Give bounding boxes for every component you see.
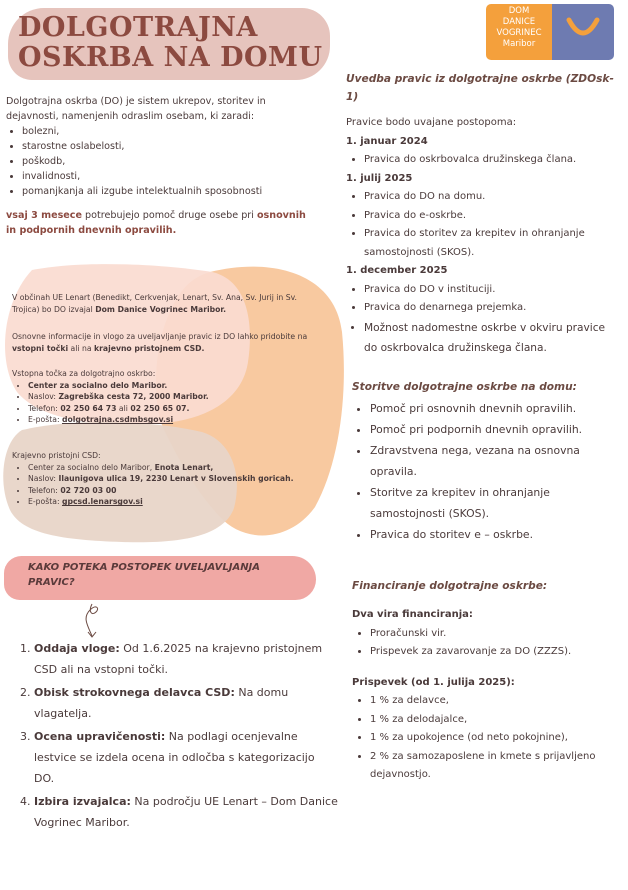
- title-line-2: OSKRBA NA DOMU: [18, 42, 323, 73]
- sources-list: [352, 625, 614, 662]
- step-item: [34, 791, 338, 833]
- list-item: • Pravica do oskrbovalca družinskega člana.: [364, 151, 616, 170]
- csd-tel: 02 720 03 00: [60, 485, 117, 495]
- list-item: • Pravica do storitev za krepitev in ohranjanje samostojnosti (SKOS).: [364, 225, 616, 262]
- logo-line-2: DANICE: [502, 17, 536, 27]
- list-item: [28, 391, 312, 403]
- intro-text: Dolgotrajna oskrba (DO) je sistem ukrepov, storitev in dejavnosti, namenjenih odraslim osebam, ki zaradi:: [6, 96, 266, 122]
- entry-addr-label: Naslov:: [28, 392, 59, 402]
- list-item: • Pomoč pri osnovnih dnevnih opravilih.: [370, 398, 612, 419]
- csd-tel-label: Telefon:: [28, 485, 61, 495]
- date-1-list: [346, 151, 616, 170]
- list-item: • Pravica do e-oskrbe.: [364, 207, 616, 226]
- step-item: [34, 638, 338, 680]
- step-1-text: Od 1.6.2025 na krajevno pristojnem CSD ali na vstopni točki.: [34, 642, 323, 676]
- need-bold-1: vsaj 3 mesece: [6, 210, 82, 221]
- step-item: [34, 682, 338, 724]
- rights-heading: Uvedba pravic iz dolgotrajne oskrbe (ZDOsk-1): [346, 73, 614, 103]
- logo-line-4: Maribor: [502, 39, 536, 49]
- logo-line-1: DOM: [508, 6, 530, 16]
- date-1: 1. januar 2024: [346, 135, 428, 147]
- date-2: 1. julij 2025: [346, 172, 413, 184]
- list-item: • invalidnosti,: [22, 169, 306, 184]
- step-item: [34, 726, 338, 789]
- list-item: • bolezni,: [22, 124, 306, 139]
- info-basic: [12, 331, 312, 354]
- entry-title: Vstopna točka za dolgotrajno oskrbo:: [12, 369, 156, 378]
- need-bold-2: osnovnih in podpornih dnevnih opravilih.: [6, 210, 306, 236]
- steps-list: [18, 638, 338, 833]
- list-item: • 2 % za samozaposlene in kmete s prijavljeno dejavnostjo.: [370, 748, 614, 785]
- funding-section: [352, 606, 614, 785]
- csd-name-b: Enota Lenart,: [154, 462, 214, 472]
- list-item: • Pravica do DO v instituciji.: [364, 281, 616, 300]
- sources-title: Dva vira financiranja:: [352, 609, 473, 620]
- list-item: • Pomoč pri podpornih dnevnih opravilih.: [370, 419, 612, 440]
- list-item: [28, 403, 312, 415]
- info-p1: V občinah UE Lenart (Benedikt, Cerkvenjak, Lenart, Sv. Ana, Sv. Jurij in Sv. Trojica) bo DO izvajal: [12, 293, 298, 314]
- entry-tel-label: Telefon:: [28, 403, 61, 413]
- info-p2b: vstopni točki: [12, 343, 69, 353]
- list-item: • Pravica do storitev e – oskrbe.: [370, 524, 612, 545]
- rights-intro: Pravice bodo uvajane postopoma:: [346, 117, 517, 128]
- csd-info: [12, 450, 312, 508]
- list-item: • Storitve za krepitev in ohranjanje samostojnosti (SKOS).: [370, 482, 612, 524]
- list-item: • starostne oslabelosti,: [22, 139, 306, 154]
- list-item: [28, 380, 312, 392]
- csd-addr-label: Naslov:: [28, 474, 59, 484]
- csd-list: [12, 462, 312, 508]
- step-4-label: Izbira izvajalca:: [34, 795, 131, 808]
- entry-tel-2: 02 250 65 07.: [130, 403, 190, 413]
- list-item: • poškodb,: [22, 154, 306, 169]
- list-item: • Možnost nadomestne oskrbe v okviru pravice do oskrbovalca družinskega člana.: [364, 318, 616, 358]
- entry-mail-label: E-pošta:: [28, 415, 62, 425]
- arrow-icon: [78, 598, 106, 638]
- rights-section: [346, 114, 616, 358]
- logo-text: [486, 4, 552, 60]
- csd-mail-label: E-pošta:: [28, 497, 62, 507]
- date-3-list: [346, 281, 616, 358]
- step-1-label: Oddaja vloge:: [34, 642, 120, 655]
- list-item: • Zdravstvena nega, vezana na osnovna opravila.: [370, 440, 612, 482]
- step-3-text: Na podlagi ocenjevalne lestvice se izdela ocena in odločba s kategorizacijo DO.: [34, 730, 315, 785]
- info-municipalities: [12, 292, 312, 315]
- step-2-label: Obisk strokovnega delavca CSD:: [34, 686, 235, 699]
- list-item: [28, 462, 312, 474]
- services-list: [352, 398, 612, 545]
- list-item: • Prispevek za zavarovanje za DO (ZZZS).: [370, 643, 614, 662]
- contrib-list: [352, 692, 614, 785]
- logo-smile-icon: [552, 4, 614, 60]
- process-steps: [18, 638, 338, 835]
- list-item: • Pravica do denarnega prejemka.: [364, 299, 616, 318]
- logo-line-3: VOGRINEC: [496, 28, 542, 38]
- services-heading: Storitve dolgotrajne oskrbe na domu:: [352, 381, 577, 393]
- entry-tel-mid: ali: [116, 403, 131, 413]
- info-p2a: Osnovne informacije in vlogo za uveljavljanje pravic iz DO lahko pridobite na: [12, 332, 308, 341]
- need-text: [6, 208, 306, 238]
- list-item: [28, 473, 312, 485]
- entry-email-link[interactable]: dolgotrajna.csdmbsgov.si: [61, 415, 174, 425]
- csd-email-link[interactable]: gpcsd.lenarsgov.si: [61, 497, 143, 507]
- services-section: [352, 398, 612, 545]
- reasons-list: [6, 124, 306, 199]
- entry-point-info: [12, 368, 312, 426]
- list-item: [28, 496, 312, 508]
- title-line-1: DOLGOTRAJNA: [18, 12, 258, 43]
- need-text-1: potrebujejo pomoč druge osebe pri: [82, 210, 257, 221]
- csd-addr: Ilaunigova ulica 19, 2230 Lenart v Slovenskih goricah.: [58, 474, 294, 484]
- list-item: • 1 % za delodajalce,: [370, 711, 614, 730]
- funding-heading: Financiranje dolgotrajne oskrbe:: [352, 580, 548, 592]
- entry-tel-1: 02 250 64 73: [60, 403, 117, 413]
- date-2-list: [346, 188, 616, 262]
- entry-addr: Zagrebška cesta 72, 2000 Maribor.: [58, 392, 209, 402]
- entry-list: [12, 380, 312, 426]
- list-item: • 1 % za delavce,: [370, 692, 614, 711]
- date-3: 1. december 2025: [346, 265, 448, 276]
- list-item: • Proračunski vir.: [370, 625, 614, 644]
- step-4-text: Na področju UE Lenart – Dom Danice Vogrinec Maribor.: [34, 795, 338, 829]
- page-title: [18, 13, 338, 73]
- process-heading: KAKO POTEKA POSTOPEK UVELJAVLJANJA PRAVIC?: [28, 562, 261, 588]
- intro-section: [6, 94, 306, 199]
- step-2-text: Na domu vlagatelja.: [34, 686, 289, 720]
- list-item: [28, 414, 312, 426]
- csd-title: Krajevno pristojni CSD:: [12, 451, 101, 460]
- info-p2d: krajevno pristojnem CSD.: [94, 343, 205, 353]
- list-item: • Pravica do DO na domu.: [364, 188, 616, 207]
- logo: [486, 4, 614, 60]
- list-item: • pomanjkanja ali izgube intelektualnih sposobnosti: [22, 184, 306, 199]
- step-3-label: Ocena upravičenosti:: [34, 730, 166, 743]
- info-p2c: ali na: [68, 343, 94, 353]
- csd-name-a: Center za socialno delo Maribor,: [28, 462, 155, 472]
- list-item: • 1 % za upokojence (od neto pokojnine),: [370, 729, 614, 748]
- entry-name: Center za socialno delo Maribor.: [28, 380, 168, 390]
- contrib-title: Prispevek (od 1. julija 2025):: [352, 676, 515, 688]
- info-p1-bold: Dom Danice Vogrinec Maribor.: [95, 304, 227, 314]
- list-item: [28, 485, 312, 497]
